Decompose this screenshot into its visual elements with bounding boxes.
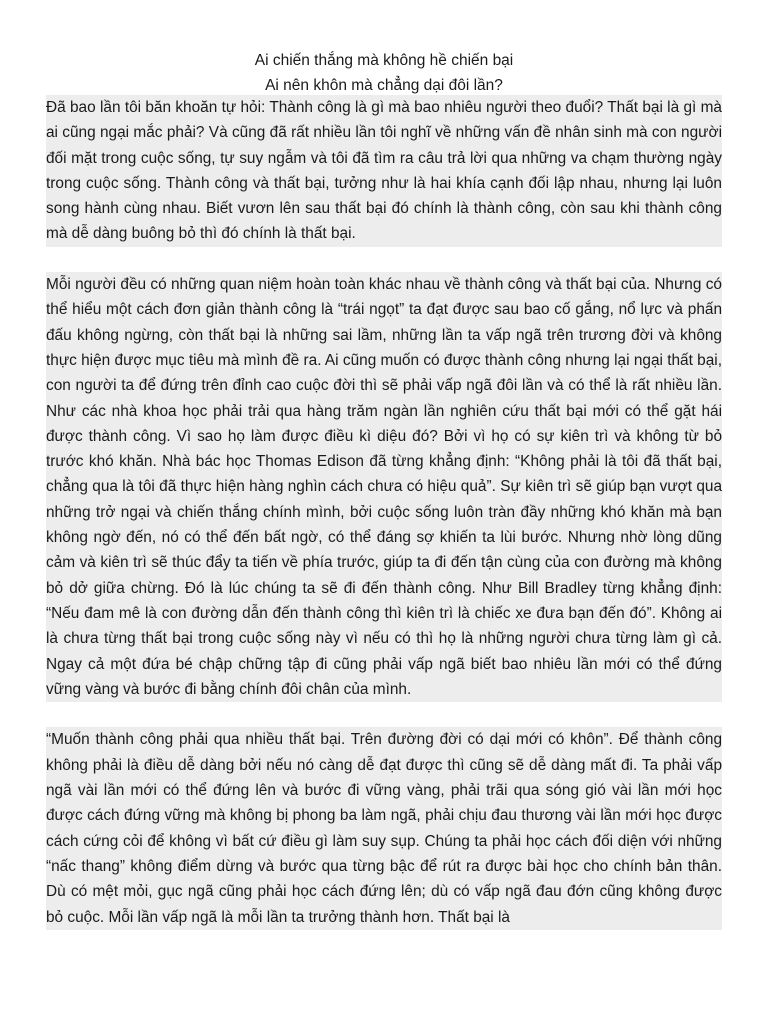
title-line-1: Ai chiến thắng mà không hề chiến bại [254,52,514,69]
paragraph-3: “Muốn thành công phải qua nhiều thất bại. Trên đường đời có dại mới có khôn”. Để thành công không phải là điều dễ dàng bởi nếu nó càng dễ đạt được thì cũng sẽ dễ dàng mất đi. Ta phải vấp ngã vài lần mới có thể đứng lên và bước đi vững vàng, phải trãi qua sóng gió vài lần mới học được cách đứng vững mà không bị phong ba làm ngã, phải chịu đau thương vài lần mới học được cách cứng cỏi để không vì bất cứ điều gì làm suy sụp. Chúng ta phải học cách đối diện với những “nấc thang” không điểm dừng và bước qua từng bậc để rút ra được bài học cho chính bản thân. Dù có mệt mỏi, gục ngã cũng phải học cách đứng lên; dù có vấp ngã đau đớn cũng không được bỏ cuộc. Mỗi lần vấp ngã là mỗi lần ta trưởng thành hơn. Thất bại là [46,727,722,929]
document-title [0,48,768,98]
paragraph-1: Đã bao lần tôi băn khoăn tự hỏi: Thành công là gì mà bao nhiêu người theo đuổi? Thất bại là gì mà ai cũng ngại mắc phải? Và cũng đã rất nhiều lần tôi nghĩ về những vấn đề nhân sinh mà con người đối mặt trong cuộc sống, tự suy ngẫm và tôi đã tìm ra câu trả lời qua những va chạm thường ngày trong cuộc sống. Thành công và thất bại, tưởng như là hai khía cạnh đối lập nhau, nhưng lại luôn song hành cùng nhau. Biết vươn lên sau thất bại đó chính là thành công, còn sau khi thành công mà dễ dàng buông bỏ thì đó chính là thất bại. [46,95,722,247]
title-line-2: Ai nên khôn mà chẳng dại đôi lần? [265,77,503,94]
paragraph-2: Mỗi người đều có những quan niệm hoàn toàn khác nhau về thành công và thất bại của. Nhưng có thể hiểu một cách đơn giản thành công là “trái ngọt” ta đạt được sau bao cố gắng, nổ lực và phấn đấu không ngừng, còn thất bại là những sai lầm, những lần ta vấp ngã trên trương đời và không thực hiện được mục tiêu mà mình đề ra. Ai cũng muốn có được thành công nhưng lại ngại thất bại, con người ta để đứng trên đỉnh cao cuộc đời thì sẽ phải vấp ngã đôi lần và có thể là rất nhiều lần. Như các nhà khoa học phải trải qua hàng trăm ngàn lần nghiên cứu thất bại mới có thể gặt hái được thành công. Vì sao họ làm được điều kì diệu đó? Bởi vì họ có sự kiên trì và không từ bỏ trước khó khăn. Nhà bác học Thomas Edison đã từng khẳng định: “Không phải là tôi đã thất bại, chẳng qua là tôi đã thực hiện hàng nghìn cách chưa có hiệu quả”. Sự kiên trì sẽ giúp bạn vượt qua những trở ngại và chiến thắng chính mình, bởi cuộc sống luôn tràn đầy những khó khăn mà bạn không ngờ đến, nó có thể đến bất ngờ, có thể đáng sợ khiến ta lùi bước. Nhưng nhờ lòng dũng cảm và kiên trì sẽ thúc đẩy ta tiến về phía trước, giúp ta đi đến tận cùng của con đường mà không bỏ dở giữa chừng. Đó là lúc chúng ta sẽ đi đến thành công. Như Bill Bradley từng khẳng định: “Nếu đam mê là con đường dẫn đến thành công thì kiên trì là chiếc xe đưa bạn đến đó”. Không ai là chưa từng thất bại trong cuộc sống này vì nếu có thì họ là những người chưa từng làm gì cả. Ngay cả một đứa bé chập chững tập đi cũng phải vấp ngã biết bao nhiêu lần mới có thể đứng vững vàng và bước đi bằng chính đôi chân của mình. [46,272,722,702]
document-body [46,95,722,930]
